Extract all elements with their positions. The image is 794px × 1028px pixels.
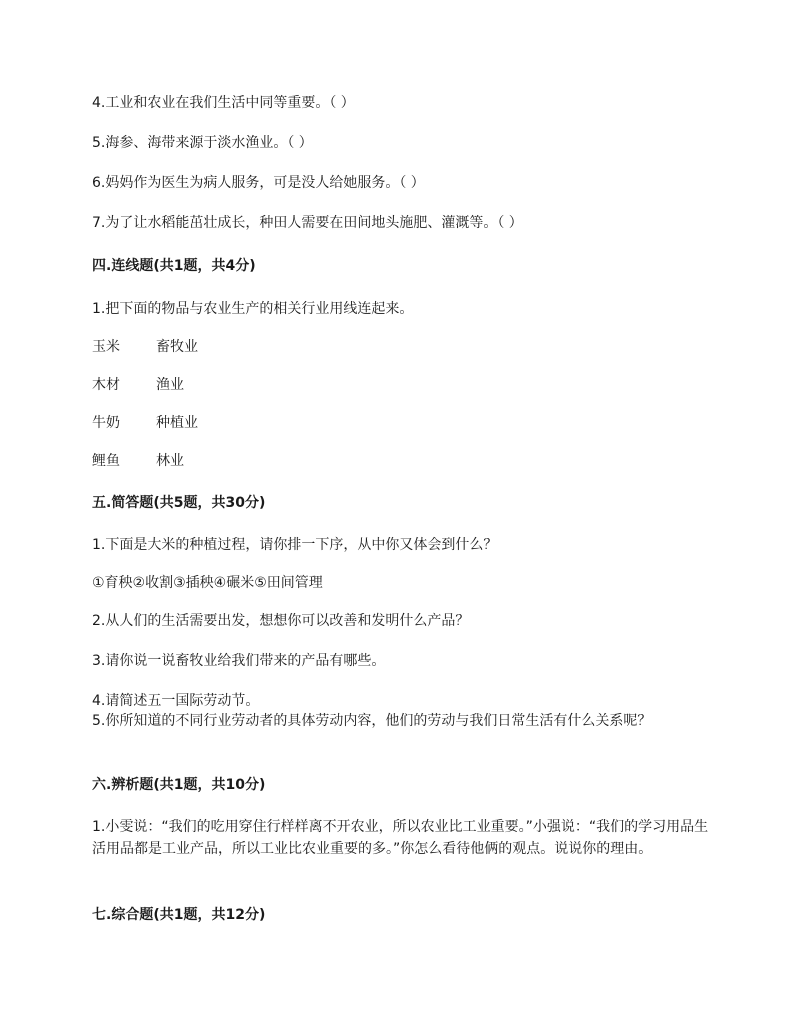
short-answer-1-steps: ①育秧②收割③插秧④碾米⑤田间管理 — [92, 575, 323, 591]
short-answer-3: 3.请你说一说畜牧业给我们带来的产品有哪些。 — [92, 653, 386, 669]
section-6-heading: 六.辨析题(共1题，共10分) — [92, 777, 266, 793]
question-7: 7.为了让水稻能茁壮成长，种田人需要在田间地头施肥、灌溉等。（ ） — [92, 215, 523, 231]
matching-item-1: 玉米 — [92, 339, 120, 355]
question-5: 5.海参、海带来源于淡水渔业。（ ） — [92, 135, 313, 151]
section-4-heading: 四.连线题(共1题，共4分) — [92, 258, 256, 274]
short-answer-1: 1.下面是大米的种植过程，请你排一下序，从中你又体会到什么？ — [92, 537, 498, 553]
question-4: 4.工业和农业在我们生活中同等重要。（ ） — [92, 95, 355, 111]
short-answer-2: 2.从人们的生活需要出发，想想你可以改善和发明什么产品？ — [92, 613, 470, 629]
matching-item-3: 牛奶 — [92, 415, 120, 431]
matching-industry-3: 种植业 — [156, 415, 198, 431]
question-6: 6.妈妈作为医生为病人服务，可是没人给她服务。（ ） — [92, 175, 425, 191]
matching-industry-4: 林业 — [156, 453, 184, 469]
section-5-heading: 五.简答题(共5题，共30分) — [92, 495, 266, 511]
matching-item-4: 鲤鱼 — [92, 453, 120, 469]
section-7-heading: 七.综合题(共1题，共12分) — [92, 907, 266, 923]
matching-industry-1: 畜牧业 — [156, 339, 198, 355]
matching-question-1: 1.把下面的物品与农业生产的相关行业用线连起来。 — [92, 301, 414, 317]
analysis-question-1: 1.小雯说：“我们的吃用穿住行样样离不开农业，所以农业比工业重要。”小强说：“我们的学习用品生活用品都是工业产品，所以工业比农业重要的多。”你怎么看待他俩的观点。说说你的理由。 — [92, 819, 709, 857]
short-answer-5: 5.你所知道的不同行业劳动者的具体劳动内容，他们的劳动与我们日常生活有什么关系呢？ — [92, 713, 652, 729]
matching-industry-2: 渔业 — [156, 377, 184, 393]
short-answer-4: 4.请简述五一国际劳动节。 — [92, 693, 260, 709]
matching-item-2: 木材 — [92, 377, 120, 393]
